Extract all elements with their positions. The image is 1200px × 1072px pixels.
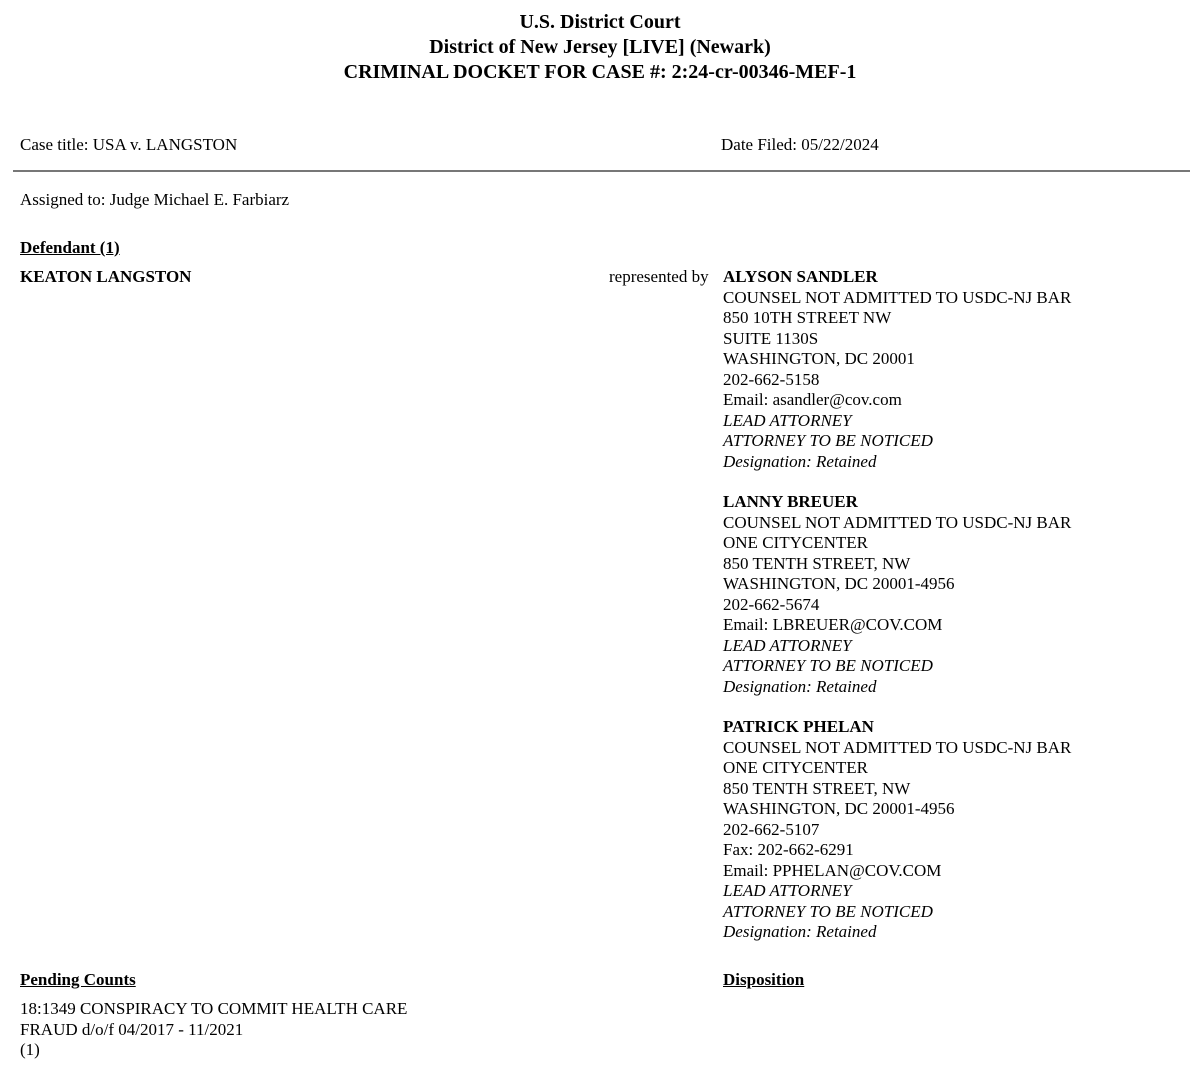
attorney-fax: Fax: 202-662-6291 (723, 840, 854, 859)
attorney-address-line: 850 TENTH STREET, NW (723, 778, 911, 798)
attorney-designation: Designation: Retained (723, 922, 877, 941)
attorney-role: LEAD ATTORNEY (723, 635, 852, 655)
attorney-bar-status: COUNSEL NOT ADMITTED TO USDC-NJ BAR (723, 512, 1072, 532)
attorney-role: LEAD ATTORNEY (723, 410, 852, 430)
pending-counts-heading: Pending Counts (20, 970, 136, 989)
attorney-role: ATTORNEY TO BE NOTICED (723, 656, 933, 675)
count-description-line: FRAUD d/o/f 04/2017 - 11/2021 (20, 1019, 244, 1039)
attorney-bar-status: COUNSEL NOT ADMITTED TO USDC-NJ BAR (723, 287, 1072, 307)
attorney-city-line: WASHINGTON, DC 20001-4956 (723, 799, 955, 818)
district-name: District of New Jersey [LIVE] (Newark) (429, 36, 771, 58)
defendant-heading: Defendant (1) (20, 238, 120, 257)
attorney-role: ATTORNEY TO BE NOTICED (723, 901, 933, 921)
court-name: U.S. District Court (519, 11, 681, 33)
attorney-block (723, 717, 1183, 943)
attorney-city-line: WASHINGTON, DC 20001 (723, 349, 915, 368)
attorney-city-line: WASHINGTON, DC 20001-4956 (723, 574, 955, 593)
attorney-role: LEAD ATTORNEY (723, 881, 852, 900)
attorney-phone: 202-662-5674 (723, 594, 820, 614)
attorney-name: PATRICK PHELAN (723, 717, 874, 736)
header-divider (13, 170, 1190, 172)
attorney-block (723, 492, 1183, 697)
represented-by-label: represented by (609, 267, 709, 286)
date-filed: Date Filed: 05/22/2024 (721, 135, 879, 154)
docket-header (0, 0, 1200, 85)
case-title: Case title: USA v. LANGSTON (20, 135, 238, 154)
attorney-designation: Designation: Retained (723, 451, 877, 471)
attorney-address-line: ONE CITYCENTER (723, 758, 868, 777)
defendant-name: KEATON LANGSTON (20, 267, 192, 286)
pending-count-entry (20, 999, 407, 1061)
attorney-phone: 202-662-5158 (723, 369, 820, 389)
attorney-block (723, 267, 1183, 472)
attorney-email: Email: asandler@cov.com (723, 390, 902, 409)
attorney-email: Email: PPHELAN@COV.COM (723, 860, 942, 880)
count-number: (1) (20, 1040, 40, 1059)
count-description-line: 18:1349 CONSPIRACY TO COMMIT HEALTH CARE (20, 999, 408, 1018)
assigned-judge: Assigned to: Judge Michael E. Farbiarz (20, 190, 290, 209)
disposition-heading: Disposition (723, 970, 805, 989)
attorney-email: Email: LBREUER@COV.COM (723, 615, 943, 634)
attorney-phone: 202-662-5107 (723, 819, 820, 839)
attorney-name: LANNY BREUER (723, 492, 858, 511)
attorney-address-line: 850 10TH STREET NW (723, 308, 892, 327)
attorney-address-line: SUITE 1130S (723, 328, 819, 348)
attorney-address-line: ONE CITYCENTER (723, 533, 868, 552)
attorney-role: ATTORNEY TO BE NOTICED (723, 431, 933, 450)
attorney-name: ALYSON SANDLER (723, 267, 878, 286)
docket-title: CRIMINAL DOCKET FOR CASE #: 2:24-cr-00346-MEF-1 (343, 61, 857, 83)
attorney-designation: Designation: Retained (723, 676, 877, 696)
attorney-bar-status: COUNSEL NOT ADMITTED TO USDC-NJ BAR (723, 737, 1072, 757)
attorney-address-line: 850 TENTH STREET, NW (723, 553, 911, 573)
